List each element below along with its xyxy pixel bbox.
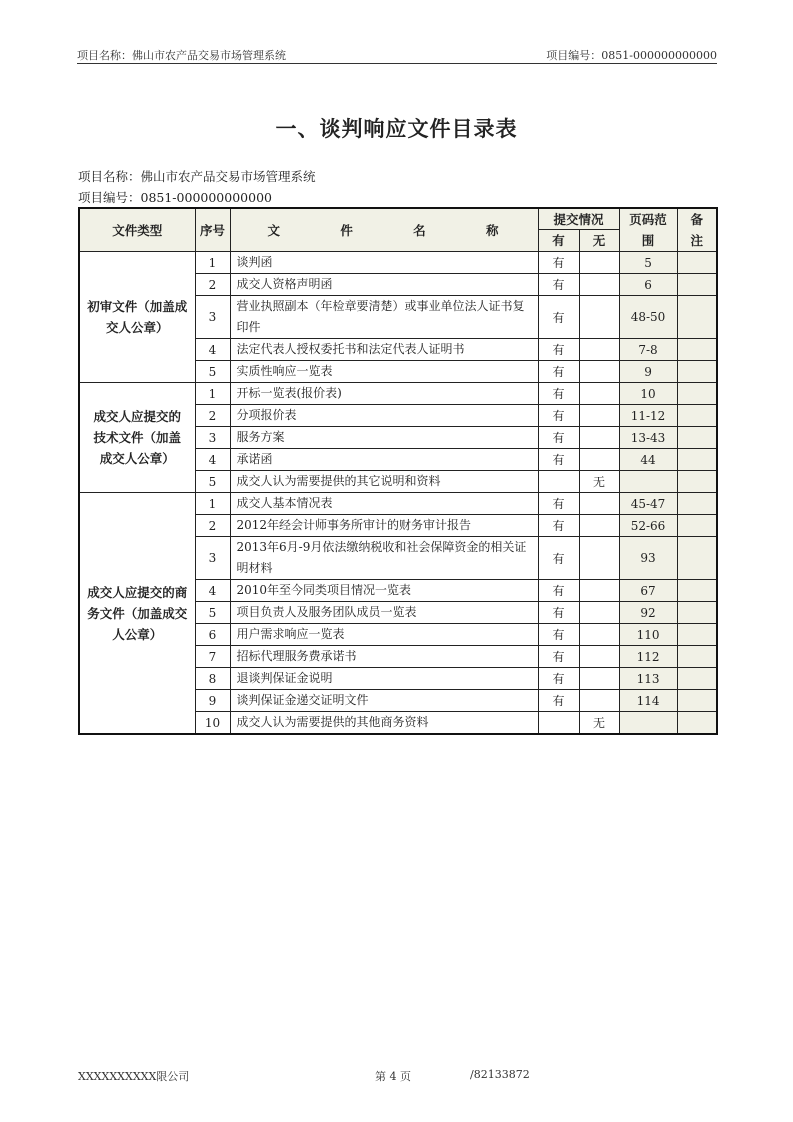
footer-page-number: 第 4 页 — [375, 1070, 411, 1083]
name-cell: 退谈判保证金说明 — [230, 668, 538, 690]
col-header-no: 无 — [579, 229, 619, 251]
pages-cell: 9 — [619, 361, 677, 383]
none-cell — [579, 580, 619, 602]
none-cell: 无 — [579, 712, 619, 735]
has-cell: 有 — [538, 668, 579, 690]
none-cell — [579, 515, 619, 537]
has-cell: 有 — [538, 296, 579, 339]
seq-cell: 3 — [195, 296, 230, 339]
remark-cell — [677, 712, 717, 735]
col-header-type: 文件类型 — [79, 208, 195, 252]
header-project-number: 项目编号：0851-000000000000 — [546, 49, 717, 62]
none-cell — [579, 537, 619, 580]
project-number: 项目编号：0851-000000000000 — [78, 190, 272, 205]
header-divider — [77, 63, 717, 64]
remark-cell — [677, 624, 717, 646]
pages-cell: 114 — [619, 690, 677, 712]
footer-company: XXXXXXXXXX限公司 — [78, 1070, 190, 1083]
has-cell: 有 — [538, 361, 579, 383]
name-cell: 谈判函 — [230, 252, 538, 274]
remark-cell — [677, 296, 717, 339]
remark-cell — [677, 471, 717, 493]
table-body — [79, 252, 717, 735]
name-cell: 招标代理服务费承诺书 — [230, 646, 538, 668]
pages-cell — [619, 471, 677, 493]
name-cell: 成交人基本情况表 — [230, 493, 538, 515]
pages-cell — [619, 712, 677, 735]
header-project-name: 项目名称：佛山市农产品交易市场管理系统 — [77, 49, 286, 62]
pages-cell: 6 — [619, 274, 677, 296]
remark-cell — [677, 427, 717, 449]
remark-cell — [677, 405, 717, 427]
project-name: 项目名称：佛山市农产品交易市场管理系统 — [78, 169, 316, 184]
col-header-remark: 备注 — [677, 208, 717, 252]
remark-cell — [677, 493, 717, 515]
seq-cell: 3 — [195, 427, 230, 449]
document-index-table — [78, 207, 718, 735]
table-row — [79, 252, 717, 274]
name-cell: 成交人认为需要提供的其他商务资料 — [230, 712, 538, 735]
name-cell: 服务方案 — [230, 427, 538, 449]
name-cell: 2012年经会计师事务所审计的财务审计报告 — [230, 515, 538, 537]
remark-cell — [677, 515, 717, 537]
remark-cell — [677, 646, 717, 668]
has-cell: 有 — [538, 515, 579, 537]
seq-cell: 4 — [195, 449, 230, 471]
none-cell — [579, 252, 619, 274]
none-cell — [579, 296, 619, 339]
col-header-pages: 页码范围 — [619, 208, 677, 252]
pages-cell: 112 — [619, 646, 677, 668]
name-cell: 营业执照副本（年检章要清楚）或事业单位法人证书复印件 — [230, 296, 538, 339]
seq-cell: 1 — [195, 493, 230, 515]
name-cell: 2013年6月-9月依法缴纳税收和社会保障资金的相关证明材料 — [230, 537, 538, 580]
category-cell: 初审文件（加盖成交人公章） — [79, 252, 195, 383]
seq-cell: 2 — [195, 274, 230, 296]
name-cell: 项目负责人及服务团队成员一览表 — [230, 602, 538, 624]
pages-cell: 52-66 — [619, 515, 677, 537]
name-cell: 开标一览表(报价表) — [230, 383, 538, 405]
pages-cell: 113 — [619, 668, 677, 690]
pages-cell: 48-50 — [619, 296, 677, 339]
table-row — [79, 383, 717, 405]
seq-cell: 1 — [195, 383, 230, 405]
has-cell: 有 — [538, 602, 579, 624]
seq-cell: 4 — [195, 339, 230, 361]
col-header-submit: 提交情况 — [538, 208, 619, 229]
none-cell — [579, 493, 619, 515]
none-cell — [579, 383, 619, 405]
pages-cell: 92 — [619, 602, 677, 624]
none-cell — [579, 361, 619, 383]
none-cell — [579, 602, 619, 624]
none-cell — [579, 646, 619, 668]
seq-cell: 10 — [195, 712, 230, 735]
seq-cell: 5 — [195, 471, 230, 493]
has-cell: 有 — [538, 252, 579, 274]
has-cell: 有 — [538, 624, 579, 646]
footer-phone: /82133872 — [470, 1068, 530, 1081]
name-cell: 谈判保证金递交证明文件 — [230, 690, 538, 712]
has-cell: 有 — [538, 383, 579, 405]
remark-cell — [677, 361, 717, 383]
remark-cell — [677, 274, 717, 296]
none-cell — [579, 668, 619, 690]
col-header-name: 文 件 名 称 — [230, 208, 538, 252]
remark-cell — [677, 339, 717, 361]
none-cell — [579, 339, 619, 361]
has-cell: 有 — [538, 537, 579, 580]
none-cell — [579, 690, 619, 712]
has-cell: 有 — [538, 449, 579, 471]
seq-cell: 5 — [195, 602, 230, 624]
seq-cell: 2 — [195, 515, 230, 537]
pages-cell: 7-8 — [619, 339, 677, 361]
seq-cell: 7 — [195, 646, 230, 668]
none-cell: 无 — [579, 471, 619, 493]
has-cell — [538, 471, 579, 493]
pages-cell: 110 — [619, 624, 677, 646]
pages-cell: 45-47 — [619, 493, 677, 515]
remark-cell — [677, 449, 717, 471]
col-header-seq: 序号 — [195, 208, 230, 252]
pages-cell: 67 — [619, 580, 677, 602]
none-cell — [579, 274, 619, 296]
remark-cell — [677, 383, 717, 405]
none-cell — [579, 449, 619, 471]
has-cell: 有 — [538, 493, 579, 515]
remark-cell — [677, 602, 717, 624]
pages-cell: 13-43 — [619, 427, 677, 449]
seq-cell: 1 — [195, 252, 230, 274]
none-cell — [579, 427, 619, 449]
remark-cell — [677, 668, 717, 690]
has-cell: 有 — [538, 690, 579, 712]
category-cell: 成交人应提交的技术文件（加盖成交人公章） — [79, 383, 195, 493]
table-row — [79, 493, 717, 515]
has-cell: 有 — [538, 427, 579, 449]
page-title: 一、谈判响应文件目录表 — [275, 117, 518, 141]
seq-cell: 3 — [195, 537, 230, 580]
seq-cell: 2 — [195, 405, 230, 427]
name-cell: 实质性响应一览表 — [230, 361, 538, 383]
seq-cell: 4 — [195, 580, 230, 602]
remark-cell — [677, 537, 717, 580]
remark-cell — [677, 690, 717, 712]
has-cell — [538, 712, 579, 735]
name-cell: 用户需求响应一览表 — [230, 624, 538, 646]
remark-cell — [677, 252, 717, 274]
has-cell: 有 — [538, 646, 579, 668]
pages-cell: 10 — [619, 383, 677, 405]
seq-cell: 6 — [195, 624, 230, 646]
col-header-yes: 有 — [538, 229, 579, 251]
seq-cell: 8 — [195, 668, 230, 690]
has-cell: 有 — [538, 339, 579, 361]
has-cell: 有 — [538, 405, 579, 427]
has-cell: 有 — [538, 580, 579, 602]
name-cell: 2010年至今同类项目情况一览表 — [230, 580, 538, 602]
pages-cell: 93 — [619, 537, 677, 580]
category-cell: 成交人应提交的商务文件（加盖成交人公章） — [79, 493, 195, 735]
name-cell: 成交人资格声明函 — [230, 274, 538, 296]
none-cell — [579, 624, 619, 646]
has-cell: 有 — [538, 274, 579, 296]
name-cell: 法定代表人授权委托书和法定代表人证明书 — [230, 339, 538, 361]
seq-cell: 5 — [195, 361, 230, 383]
seq-cell: 9 — [195, 690, 230, 712]
pages-cell: 11-12 — [619, 405, 677, 427]
none-cell — [579, 405, 619, 427]
name-cell: 承诺函 — [230, 449, 538, 471]
pages-cell: 5 — [619, 252, 677, 274]
name-cell: 分项报价表 — [230, 405, 538, 427]
name-cell: 成交人认为需要提供的其它说明和资料 — [230, 471, 538, 493]
pages-cell: 44 — [619, 449, 677, 471]
remark-cell — [677, 580, 717, 602]
